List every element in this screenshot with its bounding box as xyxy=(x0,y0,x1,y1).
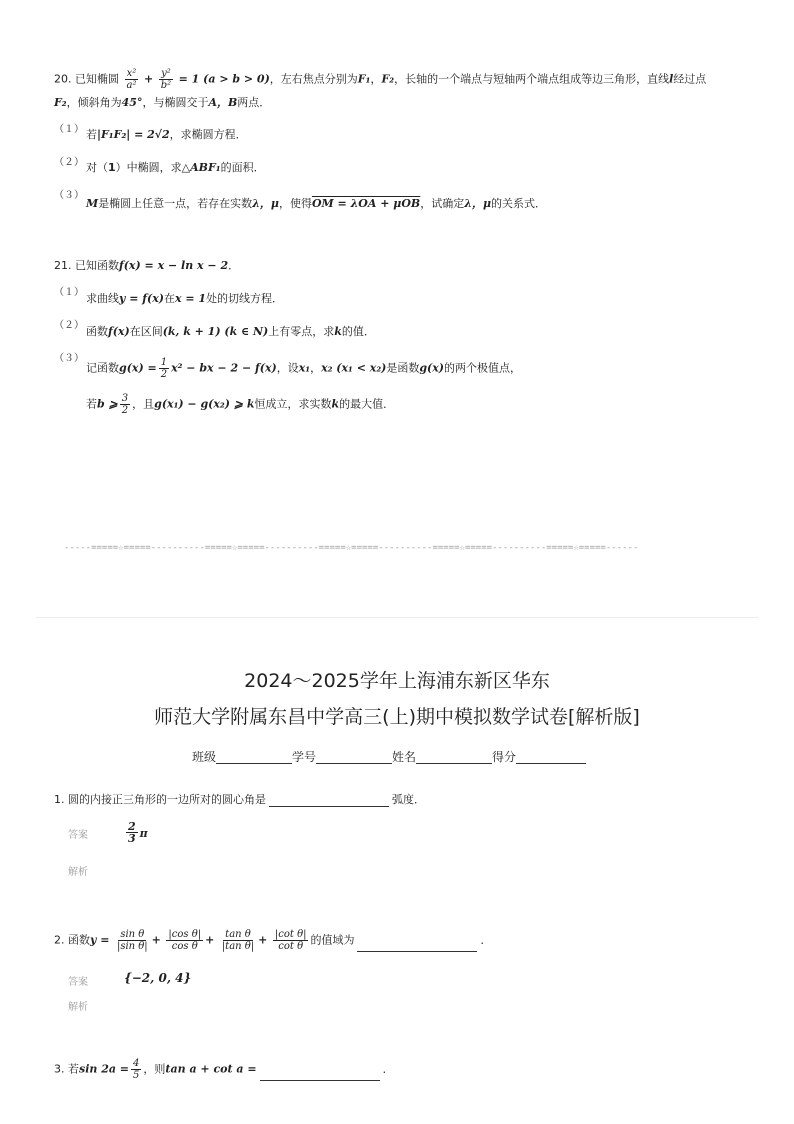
q20-stem-line1: 20. 已知椭圆 $\frac{\text{x²}}{\text{a²}}$ + $\frac{\text{y²}}{\text{b²}}$ = 1 (a > b > 0)，左右焦点分别为F₁，F₂，长轴的一个端点与短轴两个端点组成等边三角形，直线l经过点 xyxy=(54,68,707,91)
q2-stem: 2. 函数y = $\frac{\text{sin θ}}{\text{|sin θ|}}$ + $\frac{\text{|cos θ|}}{\text{cos θ}}$ + $\frac{\text{tan θ}}{\text{|tan θ|}}$ + $\frac{\text{|cot θ|}}{\text{cot θ}}$ 的值域为 ． xyxy=(54,929,492,952)
q21-part3-label: （３） xyxy=(54,353,84,364)
name-blank[interactable] xyxy=(416,751,492,764)
number-blank[interactable] xyxy=(316,751,392,764)
q21-part1-label: （１） xyxy=(54,287,84,298)
q20-stem-line2: F₂，倾斜角为45°，与椭圆交于A，B两点． xyxy=(54,96,271,109)
q20-part2-label: （２） xyxy=(54,157,84,168)
fraction-y2-b2: $\frac{\text{y²}}{\text{b²}}$ xyxy=(160,68,172,91)
q1-answer: $\frac{2}{3}$ π xyxy=(128,820,148,845)
q21-stem: 21. 已知函数f(x) = x − ln x − 2． xyxy=(54,259,240,272)
q3-answer-blank[interactable] xyxy=(260,1068,380,1081)
student-info-line: 班级 学号 姓名 得分 xyxy=(192,750,586,764)
q2-answer-blank[interactable] xyxy=(357,939,477,952)
q1-stem: 1. 圆的内接正三角形的一边所对的圆心角是 弧度． xyxy=(54,793,425,806)
q21-part1: 求曲线y = f(x)在x = 1处的切线方程． xyxy=(86,292,284,305)
q2-analysis-label: 解析 xyxy=(68,1002,88,1013)
vector-equation: OM = λOA + μOB xyxy=(311,197,421,210)
q20-part1: 若|F₁F₂| = 2√2，求椭圆方程． xyxy=(86,128,247,141)
score-blank[interactable] xyxy=(516,751,586,764)
q21-part2: 函数f(x)在区间(k, k + 1) (k ∈ N)上有零点，求k的值． xyxy=(86,325,375,338)
page-divider xyxy=(36,617,758,618)
q20-part3-label: （３） xyxy=(54,190,84,201)
class-blank[interactable] xyxy=(216,751,292,764)
q21-part2-label: （２） xyxy=(54,320,84,331)
q1-answer-blank[interactable] xyxy=(269,794,389,807)
q20-part1-label: （１） xyxy=(54,124,84,135)
exam-title-line1: 2024～2025学年上海浦东新区华东 xyxy=(244,670,550,692)
q2-answer-label: 答案 xyxy=(68,977,88,988)
q3-stem: 3. 若sin 2a = $\frac{4}{5}$ ，则tan a + cot a = ． xyxy=(54,1058,394,1081)
fraction-x2-a2: $\frac{\text{x²}}{\text{a²}}$ xyxy=(126,68,137,91)
exam-title-line2: 师范大学附属东昌中学高三(上)期中模拟数学试卷[解析版] xyxy=(154,706,640,728)
q21-part3-line2: 若b ⩾ $\frac{3}{2}$ ，且g(x₁) − g(x₂) ⩾ k恒成立，求实数k的最大值． xyxy=(86,393,395,416)
q20-part2: 对（1）中椭圆，求△ABF₁的面积． xyxy=(86,161,265,174)
star-separator: -----=====☆=====----------=====☆=====----------=====☆=====----------=====☆=====----------=====☆=====------ xyxy=(64,543,639,553)
q1-analysis-label: 解析 xyxy=(68,867,88,878)
q21-part3-line1: 记函数g(x) = $\frac{1}{2}$ x² − bx − 2 − f(x)，设x₁，x₂ (x₁ < x₂)是函数g(x)的两个极值点， xyxy=(86,357,522,380)
q20-part3: M是椭圆上任意一点，若存在实数λ，μ，使得OM = λOA + μOB，试确定λ，μ的关系式． xyxy=(86,197,546,210)
fraction-one-half: $\frac{1}{2}$ xyxy=(160,357,168,380)
q1-answer-label: 答案 xyxy=(68,830,88,841)
q2-answer: {−2, 0, 4} xyxy=(124,971,192,985)
fraction-three-halves: $\frac{3}{2}$ xyxy=(121,393,129,416)
